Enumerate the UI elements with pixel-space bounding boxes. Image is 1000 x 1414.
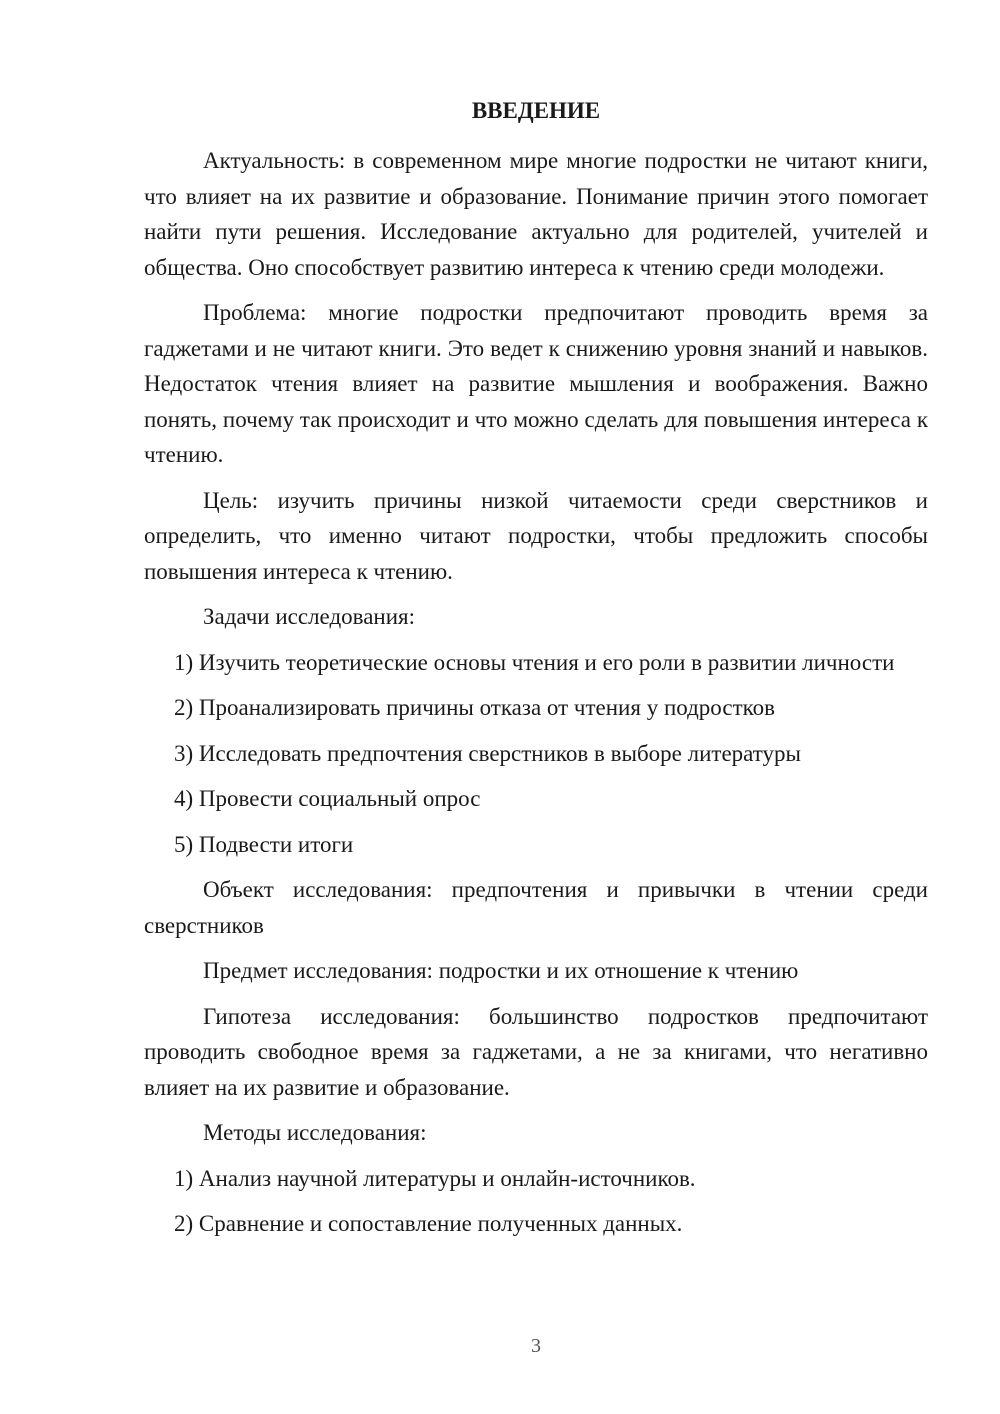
section-title: ВВЕДЕНИЕ: [471, 98, 601, 123]
page-number: 3: [531, 1335, 541, 1357]
paragraph-subject: Предмет исследования: подростки и их отношение к чтению: [203, 958, 799, 983]
paragraph-methods-heading: Методы исследования:: [203, 1120, 427, 1145]
method-item-2: 2) Сравнение и сопоставление полученных данных.: [174, 1211, 683, 1236]
paragraph-tasks-heading: Задачи исследования:: [203, 604, 416, 629]
task-item-5: 5) Подвести итоги: [174, 831, 354, 857]
task-item-3: 3) Исследовать предпочтения сверстников в выборе литературы: [174, 740, 801, 766]
task-item-1: 1) Изучить теоретические основы чтения и его роли в развитии личности: [174, 649, 895, 675]
method-item-1: 1) Анализ научной литературы и онлайн-источников.: [174, 1165, 696, 1191]
paragraph-relevance: Актуальность: в современном мире многие подростки не читают книги, что влияет на их развитие и образование. Понимание причин этого помогает найти пути решения. Исследование актуально для родителей, учителей и общества. Оно способствует развитию интереса к чтению среди молодежи.: [144, 148, 928, 280]
body-text: [144, 143, 928, 1252]
paragraph-hypothesis: Гипотеза исследования: большинство подростков предпочитают проводить свободное время за гаджетами, а не за книгами, что негативно влияет на их развитие и образование.: [144, 1003, 928, 1100]
paragraph-problem: Проблема: многие подростки предпочитают проводить время за гаджетами и не читают книги. Это ведет к снижению уровня знаний и навыков. Недостаток чтения влияет на развитие мышления и воображения. Важно понять, почему так происходит и что можно сделать для повышения интереса к чтению.: [144, 300, 928, 467]
task-item-4: 4) Провести социальный опрос: [174, 786, 481, 811]
paragraph-goal: Цель: изучить причины низкой читаемости среди сверстников и определить, что именно читают подростки, чтобы предложить способы повышения интереса к чтению.: [144, 487, 928, 584]
paragraph-object: Объект исследования: предпочтения и привычки в чтении среди сверстников: [144, 877, 928, 938]
task-item-2: 2) Проанализировать причины отказа от чтения у подростков: [174, 695, 775, 720]
